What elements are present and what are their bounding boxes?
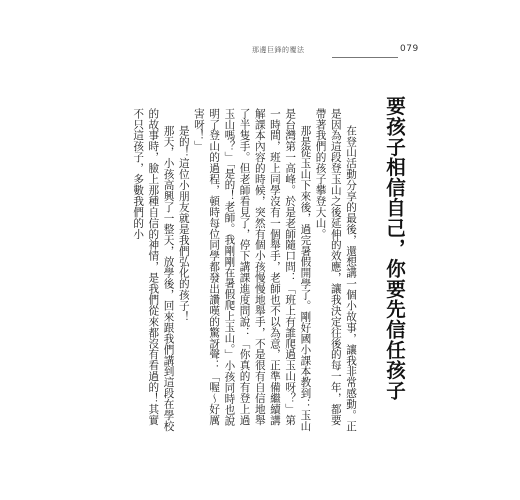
body-text [116,108,358,436]
section-title: 要孩子相信自己，你要先信任孩子 [383,96,406,401]
paragraph-1: 在登山活動分享的最後，還想講一個小故事，讓我非常感動。正是因為這段登玉山之後延伸的效應，讓我決定往後的每一年，都要帶著我們的孩子攀登大山。 [314,108,357,432]
paragraph-3: 是的！這位小朋友就是我們弘化的孩子！ [177,124,190,323]
running-header: 那邊巨鋒的覆法 [252,46,305,54]
paragraph-4: 那天，小孩高興了一整天，放學後，回來跟我們講到這段在學校的故事時，臉上那種自信的神情，是我們從來都沒有看過的！其實不只這孩子，多數我們的小 [132,108,175,432]
paragraph-2: 那是從玉山下來後，過完暑假開學了。剛好國小課本教到：玉山是台灣第一高峰。於是老師隨口問：「班上有誰爬過玉山呀？」第一時間，班上同學沒有一個舉手，老師也不以為意，正準備繼續講解課本內容的時候，突然有個小孩慢慢地舉手，不是很有自信地舉了半隻手。但老師看見了，停下講課進度問說：「你真的有登上過玉山嗎？」「是的！老師。我剛剛在暑假爬上玉山。」小孩同時也說明了登山的過程，頓時每位同學都發出讚嘆的驚訝聲：「喔～好厲害呀！」 [192,108,312,432]
header-divider [332,57,398,58]
page-number: 079 [400,44,419,54]
